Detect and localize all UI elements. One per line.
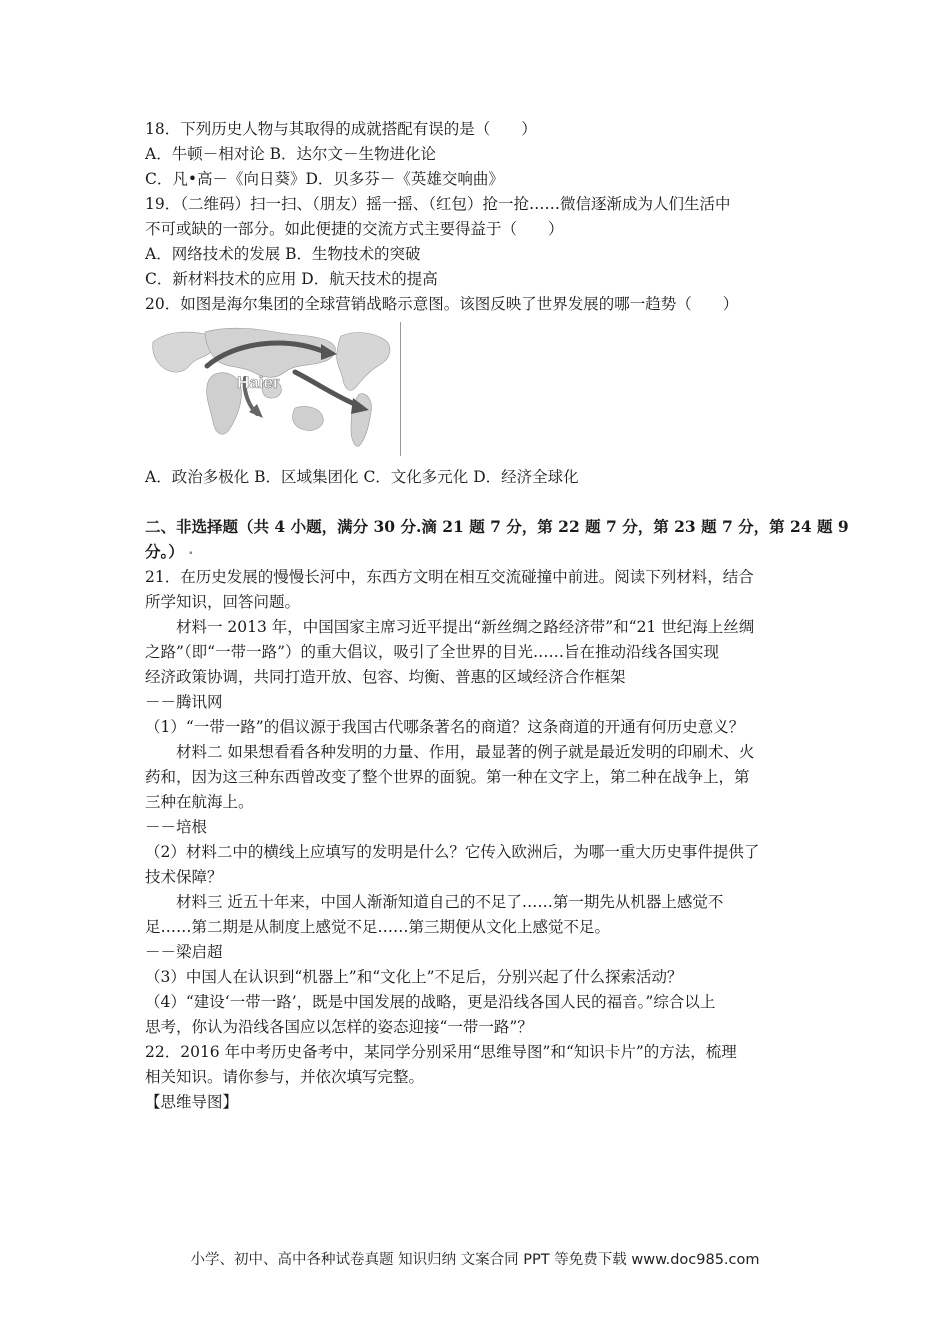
map-brand-label: Haier — [237, 373, 280, 392]
q22-mindmap-heading: 【思维导图】 — [145, 1093, 239, 1111]
q21-stem-line2: 所学知识，回答问题。 — [145, 593, 301, 611]
world-map-graphic — [145, 322, 400, 456]
section2-title-line2 — [145, 541, 193, 563]
q21-material2-line3: 三种在航海上。 — [145, 793, 254, 811]
q21-question4-line2: 思考，你认为沿线各国应以怎样的姿态迎接“一带一路”？ — [145, 1018, 533, 1036]
haier-world-map-image — [145, 322, 401, 456]
q21-stem-line1: 21．在历史发展的慢慢长河中，东西方文明在相互交流碰撞中前进。阅读下列材料，结合 — [145, 568, 754, 586]
q21-material1-line1: 材料一 2013 年，中国国家主席习近平提出“新丝绸之路经济带”和“21 世纪海上丝绸 — [176, 618, 755, 636]
q18-options-ab: A．牛顿－相对论 B．达尔文－生物进化论 — [145, 145, 437, 163]
q21-material1-source: －－腾讯网 — [145, 693, 223, 711]
q21-material1-line2: 之路”（即“一带一路”）的重大倡议，吸引了全世界的目光……旨在推动沿线各国实现 — [145, 643, 720, 661]
q19-options-ab: A．网络技术的发展 B．生物技术的突破 — [145, 245, 421, 263]
q22-stem-line1: 22．2016 年中考历史备考中，某同学分别采用“思维导图”和“知识卡片”的方法，梳理 — [145, 1043, 737, 1061]
q21-question3: （3）中国人在认识到“机器上”和“文化上”不足后，分别兴起了什么探索活动？ — [145, 968, 683, 986]
q21-material1-line3: 经济政策协调，共同打造开放、包容、均衡、普惠的区域经济合作框架 — [145, 668, 626, 686]
q21-question4-line1: （4）“建设‘一带一路’，既是中国发展的战略，更是沿线各国人民的福音。”综合以上 — [145, 993, 716, 1011]
q21-material3-line2: 足……第二期是从制度上感觉不足……第三期便从文化上感觉不足。 — [145, 918, 611, 936]
q21-question2-line2: 技术保障？ — [145, 868, 223, 886]
section2-title-line1: 二、非选择题（共 4 小题，满分 30 分.滴 21 题 7 分，第 22 题 7 分，第 23 题 7 分，第 24 题 9 — [145, 517, 849, 536]
page-footer: 小学、初中、高中各种试卷真题 知识归纳 文案合同 PPT 等免费下载 www.doc985.com — [190, 1252, 760, 1268]
q21-material2-source: －－培根 — [145, 818, 208, 836]
q20-stem: 20．如图是海尔集团的全球营销战略示意图。该图反映了世界发展的哪一趋势（ ） — [145, 295, 739, 313]
q21-material3-source: －－梁启超 — [145, 943, 223, 961]
q19-stem-line1: 19．（二维码）扫一扫、（朋友）摇一摇、（红包）抢一抢……微信逐渐成为人们生活中 — [145, 195, 731, 213]
q21-question1: （1）“一带一路”的倡议源于我国古代哪条著名的商道？这条商道的开通有何历史意义？ — [145, 718, 745, 736]
q21-question2-line1: （2）材料二中的横线上应填写的发明是什么？它传入欧洲后，为哪一重大历史事件提供了 — [145, 843, 760, 861]
q21-material2-line2: 药和，因为这三种东西曾改变了整个世界的面貌。第一种在文字上，第二种在战争上，第 — [145, 768, 750, 786]
q19-stem-line2: 不可或缺的一部分。如此便捷的交流方式主要得益于（ ） — [145, 220, 564, 238]
q21-material3-line1: 材料三 近五十年来，中国人渐渐知道自己的不足了……第一期先从机器上感觉不 — [176, 893, 724, 911]
q18-stem: 18．下列历史人物与其取得的成就搭配有误的是（ ） — [145, 120, 537, 138]
q18-options-cd: C．凡•高－《向日葵》D．贝多芬－《英雄交响曲》 — [145, 170, 504, 188]
section2-title-text: 分。） — [145, 542, 184, 561]
q21-material2-line1: 材料二 如果想看看各种发明的力量、作用，最显著的例子就是最近发明的印刷术、火 — [176, 743, 755, 761]
watermark-mark: ▪ — [189, 550, 193, 556]
q22-stem-line2: 相关知识。请你参与，并依次填写完整。 — [145, 1068, 425, 1086]
q19-options-cd: C．新材料技术的应用 D．航天技术的提高 — [145, 270, 438, 288]
q20-options: A．政治多极化 B．区域集团化 C．文化多元化 D．经济全球化 — [145, 468, 579, 486]
